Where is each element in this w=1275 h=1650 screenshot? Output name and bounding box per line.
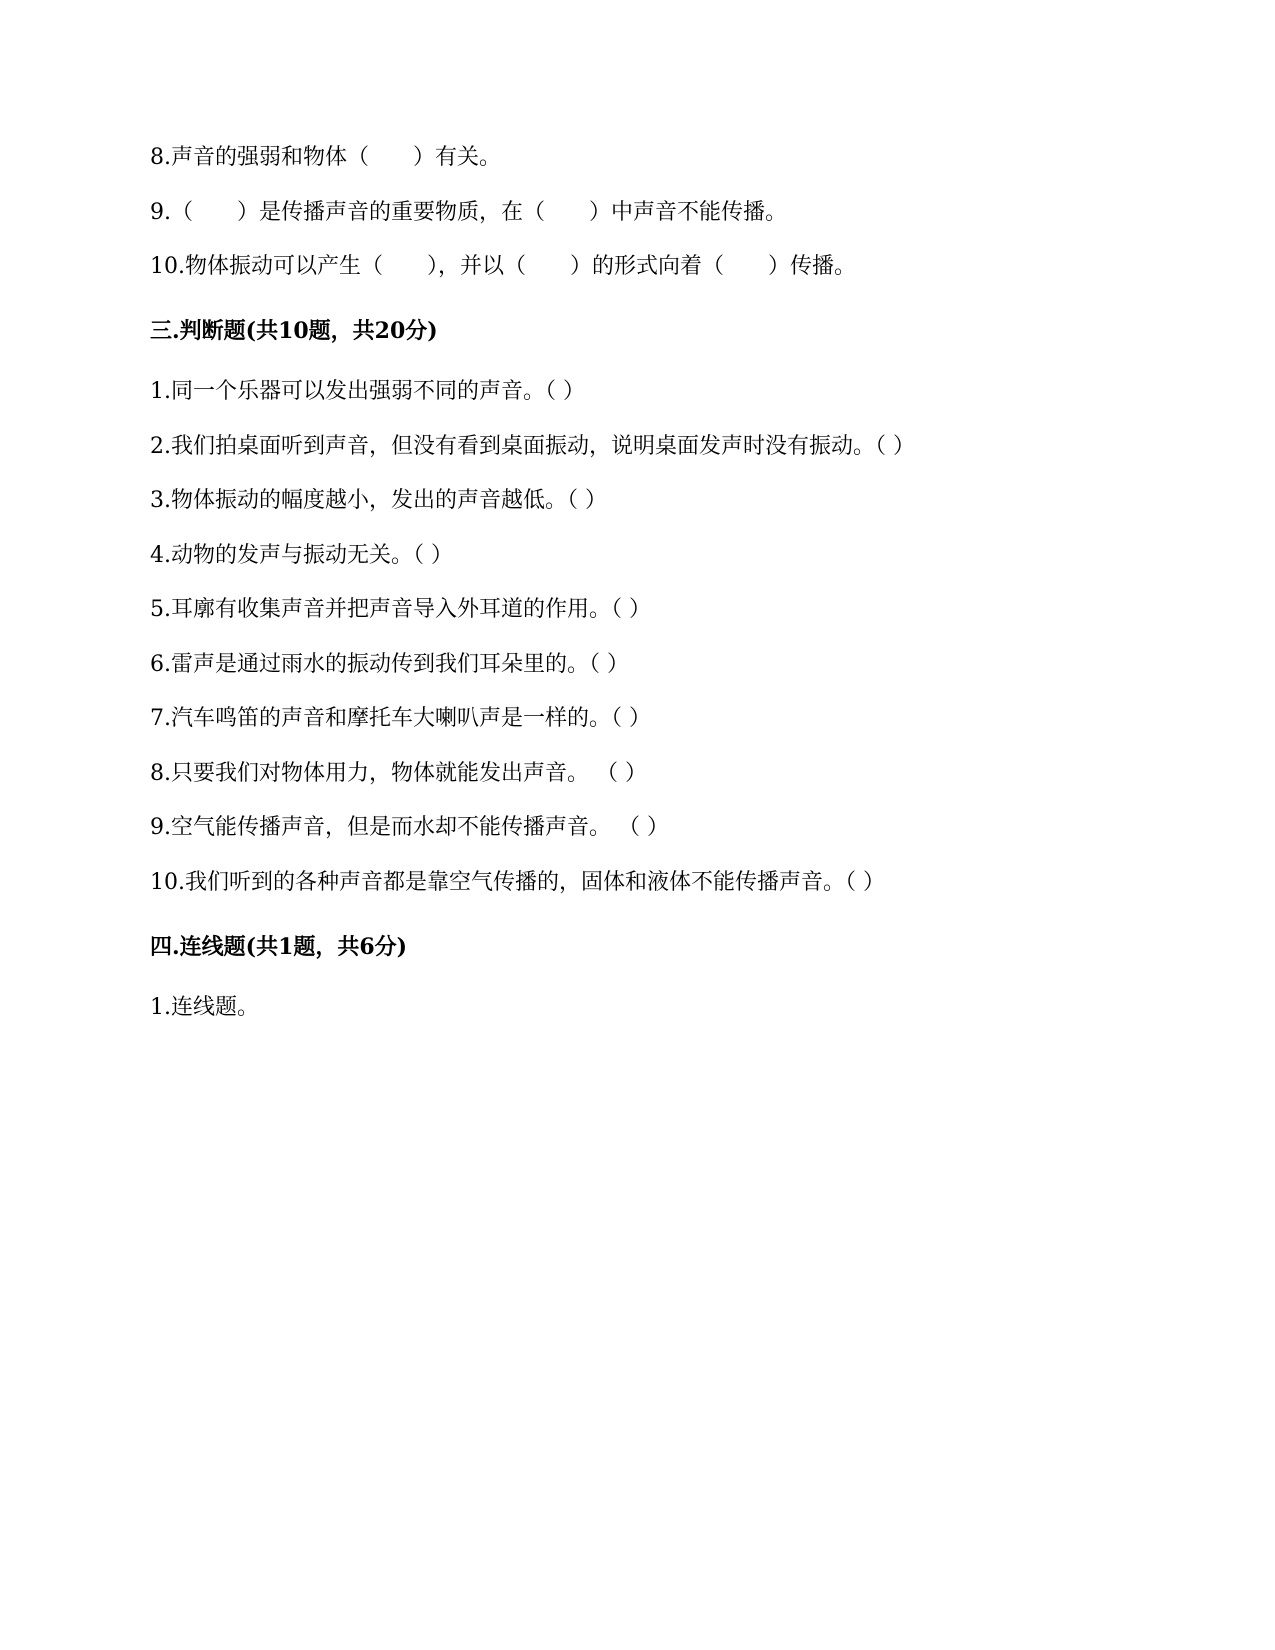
fill-question-10: 10.物体振动可以产生（ ），并以（ ）的形式向着（ ）传播。	[150, 254, 856, 279]
section-heading-true-false: 三.判断题(共10题，共20分)	[150, 318, 438, 344]
tf-question-8: 8.只要我们对物体用力，物体就能发出声音。 （ ）	[150, 761, 647, 786]
tf-question-3: 3.物体振动的幅度越小，发出的声音越低。（ ）	[150, 488, 607, 513]
matching-question-1: 1.连线题。	[150, 995, 259, 1020]
tf-question-2: 2.我们拍桌面听到声音，但没有看到桌面振动，说明桌面发声时没有振动。（ ）	[150, 434, 915, 459]
fill-question-9: 9.（ ）是传播声音的重要物质，在（ ）中声音不能传播。	[150, 200, 787, 225]
tf-question-4: 4.动物的发声与振动无关。（ ）	[150, 543, 453, 568]
tf-question-6: 6.雷声是通过雨水的振动传到我们耳朵里的。（ ）	[150, 652, 629, 677]
section-heading-matching: 四.连线题(共1题，共6分)	[150, 934, 408, 960]
tf-question-10: 10.我们听到的各种声音都是靠空气传播的，固体和液体不能传播声音。（ ）	[150, 870, 885, 895]
tf-question-9: 9.空气能传播声音，但是而水却不能传播声音。 （ ）	[150, 815, 669, 840]
fill-question-8: 8.声音的强弱和物体（ ）有关。	[150, 145, 501, 170]
tf-question-1: 1.同一个乐器可以发出强弱不同的声音。（ ）	[150, 379, 585, 404]
tf-question-7: 7.汽车鸣笛的声音和摩托车大喇叭声是一样的。（ ）	[150, 706, 651, 731]
tf-question-5: 5.耳廓有收集声音并把声音导入外耳道的作用。（ ）	[150, 597, 651, 622]
